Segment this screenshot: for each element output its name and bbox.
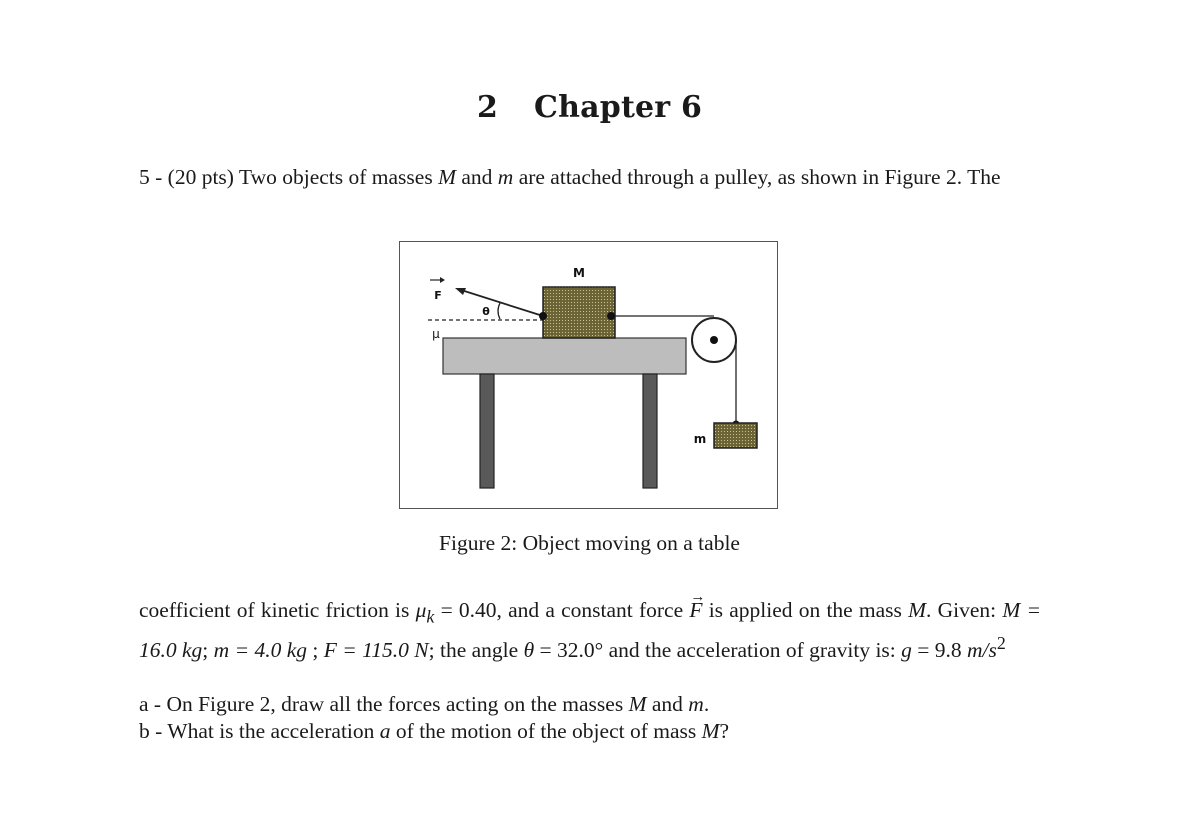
intro-and: and: [455, 165, 498, 189]
g-symbol: g: [901, 638, 912, 663]
table-leg-right: [643, 374, 657, 488]
friction-text: coefficient of kinetic friction is: [139, 598, 416, 622]
question-a-end: .: [703, 692, 710, 716]
figure-diagram: [400, 242, 777, 508]
mu-subscript: k: [426, 606, 435, 627]
force-suffix: is applied on the mass: [702, 598, 909, 622]
label-M: M: [573, 266, 585, 280]
block-m: [714, 423, 757, 448]
var-M-3: M: [1002, 598, 1021, 622]
table-leg-left: [480, 374, 494, 488]
var-F: F: [323, 638, 337, 663]
label-mu: μ: [432, 327, 440, 341]
problem-givens: coefficient of kinetic friction is $\mu_k = 0.40$, and a constant force → F is applied on the mass M. Given: M = 16.0 kg; m = 4.0 kg ; F = 115.0 N; the angle θ = 32.0° and the acceleration of gravity is: g = 9.8 $m/s^2$: [139, 597, 1041, 664]
pulley-axle: [710, 336, 718, 344]
question-b-text: b - What is the acceleration: [139, 719, 380, 743]
g-exponent: 2: [996, 633, 1006, 654]
var-m-2: m: [213, 638, 230, 663]
label-m: m: [693, 432, 707, 446]
label-theta: θ: [482, 305, 490, 318]
question-b-end: ?: [719, 719, 730, 743]
rope-attach-M: [607, 312, 615, 320]
force-line: [458, 289, 543, 316]
theta-symbol: θ: [523, 638, 535, 663]
angle-arc: [498, 303, 500, 319]
var-M: M: [438, 165, 456, 189]
question-a-and: and: [646, 692, 689, 716]
question-b-var: a: [379, 719, 391, 743]
mu-symbol: μ: [415, 598, 427, 622]
var-M-2: M: [908, 598, 927, 622]
question-b: [139, 719, 729, 744]
F-label-arrowhead: [440, 277, 445, 283]
force-vector-symbol: → F: [689, 597, 702, 624]
angle-value: = 32.0° and the acceleration of gravity is:: [534, 638, 902, 663]
intro-suffix: are attached through a pulley, as shown in Figure 2. The: [513, 165, 1001, 189]
question-a: [139, 692, 709, 717]
mu-value: = 0.40, and a constant force: [434, 598, 690, 622]
force-attach-point: [539, 312, 547, 320]
table-top: [443, 338, 686, 374]
given-m: = 4.0 kg: [229, 638, 307, 663]
section-heading: [0, 90, 1179, 125]
g-unit: m/s: [967, 638, 997, 663]
intro-text: 5 - (20 pts) Two objects of masses: [139, 165, 439, 189]
figure-caption: Figure 2: Object moving on a table: [439, 531, 740, 555]
question-a-m: m: [688, 692, 704, 716]
given-label: . Given:: [926, 598, 1003, 622]
question-b-M: M: [701, 719, 720, 743]
block-M: [543, 287, 615, 338]
problem-intro: [139, 164, 1041, 191]
question-b-mid: of the motion of the object of mass: [390, 719, 702, 743]
figure-2: [399, 241, 778, 509]
section-number: 2: [476, 90, 499, 125]
question-a-M: M: [628, 692, 647, 716]
given-M: = 16.0 kg: [139, 598, 1041, 663]
given-F: = 115.0 N: [336, 638, 429, 663]
var-m: m: [497, 165, 514, 189]
question-a-text: a - On Figure 2, draw all the forces acting on the masses: [139, 692, 629, 716]
section-title: Chapter 6: [534, 90, 703, 125]
force-arrowhead: [455, 288, 466, 295]
g-value: = 9.8: [911, 638, 968, 663]
label-F: F: [434, 289, 442, 302]
angle-label: ; the angle: [428, 638, 524, 663]
